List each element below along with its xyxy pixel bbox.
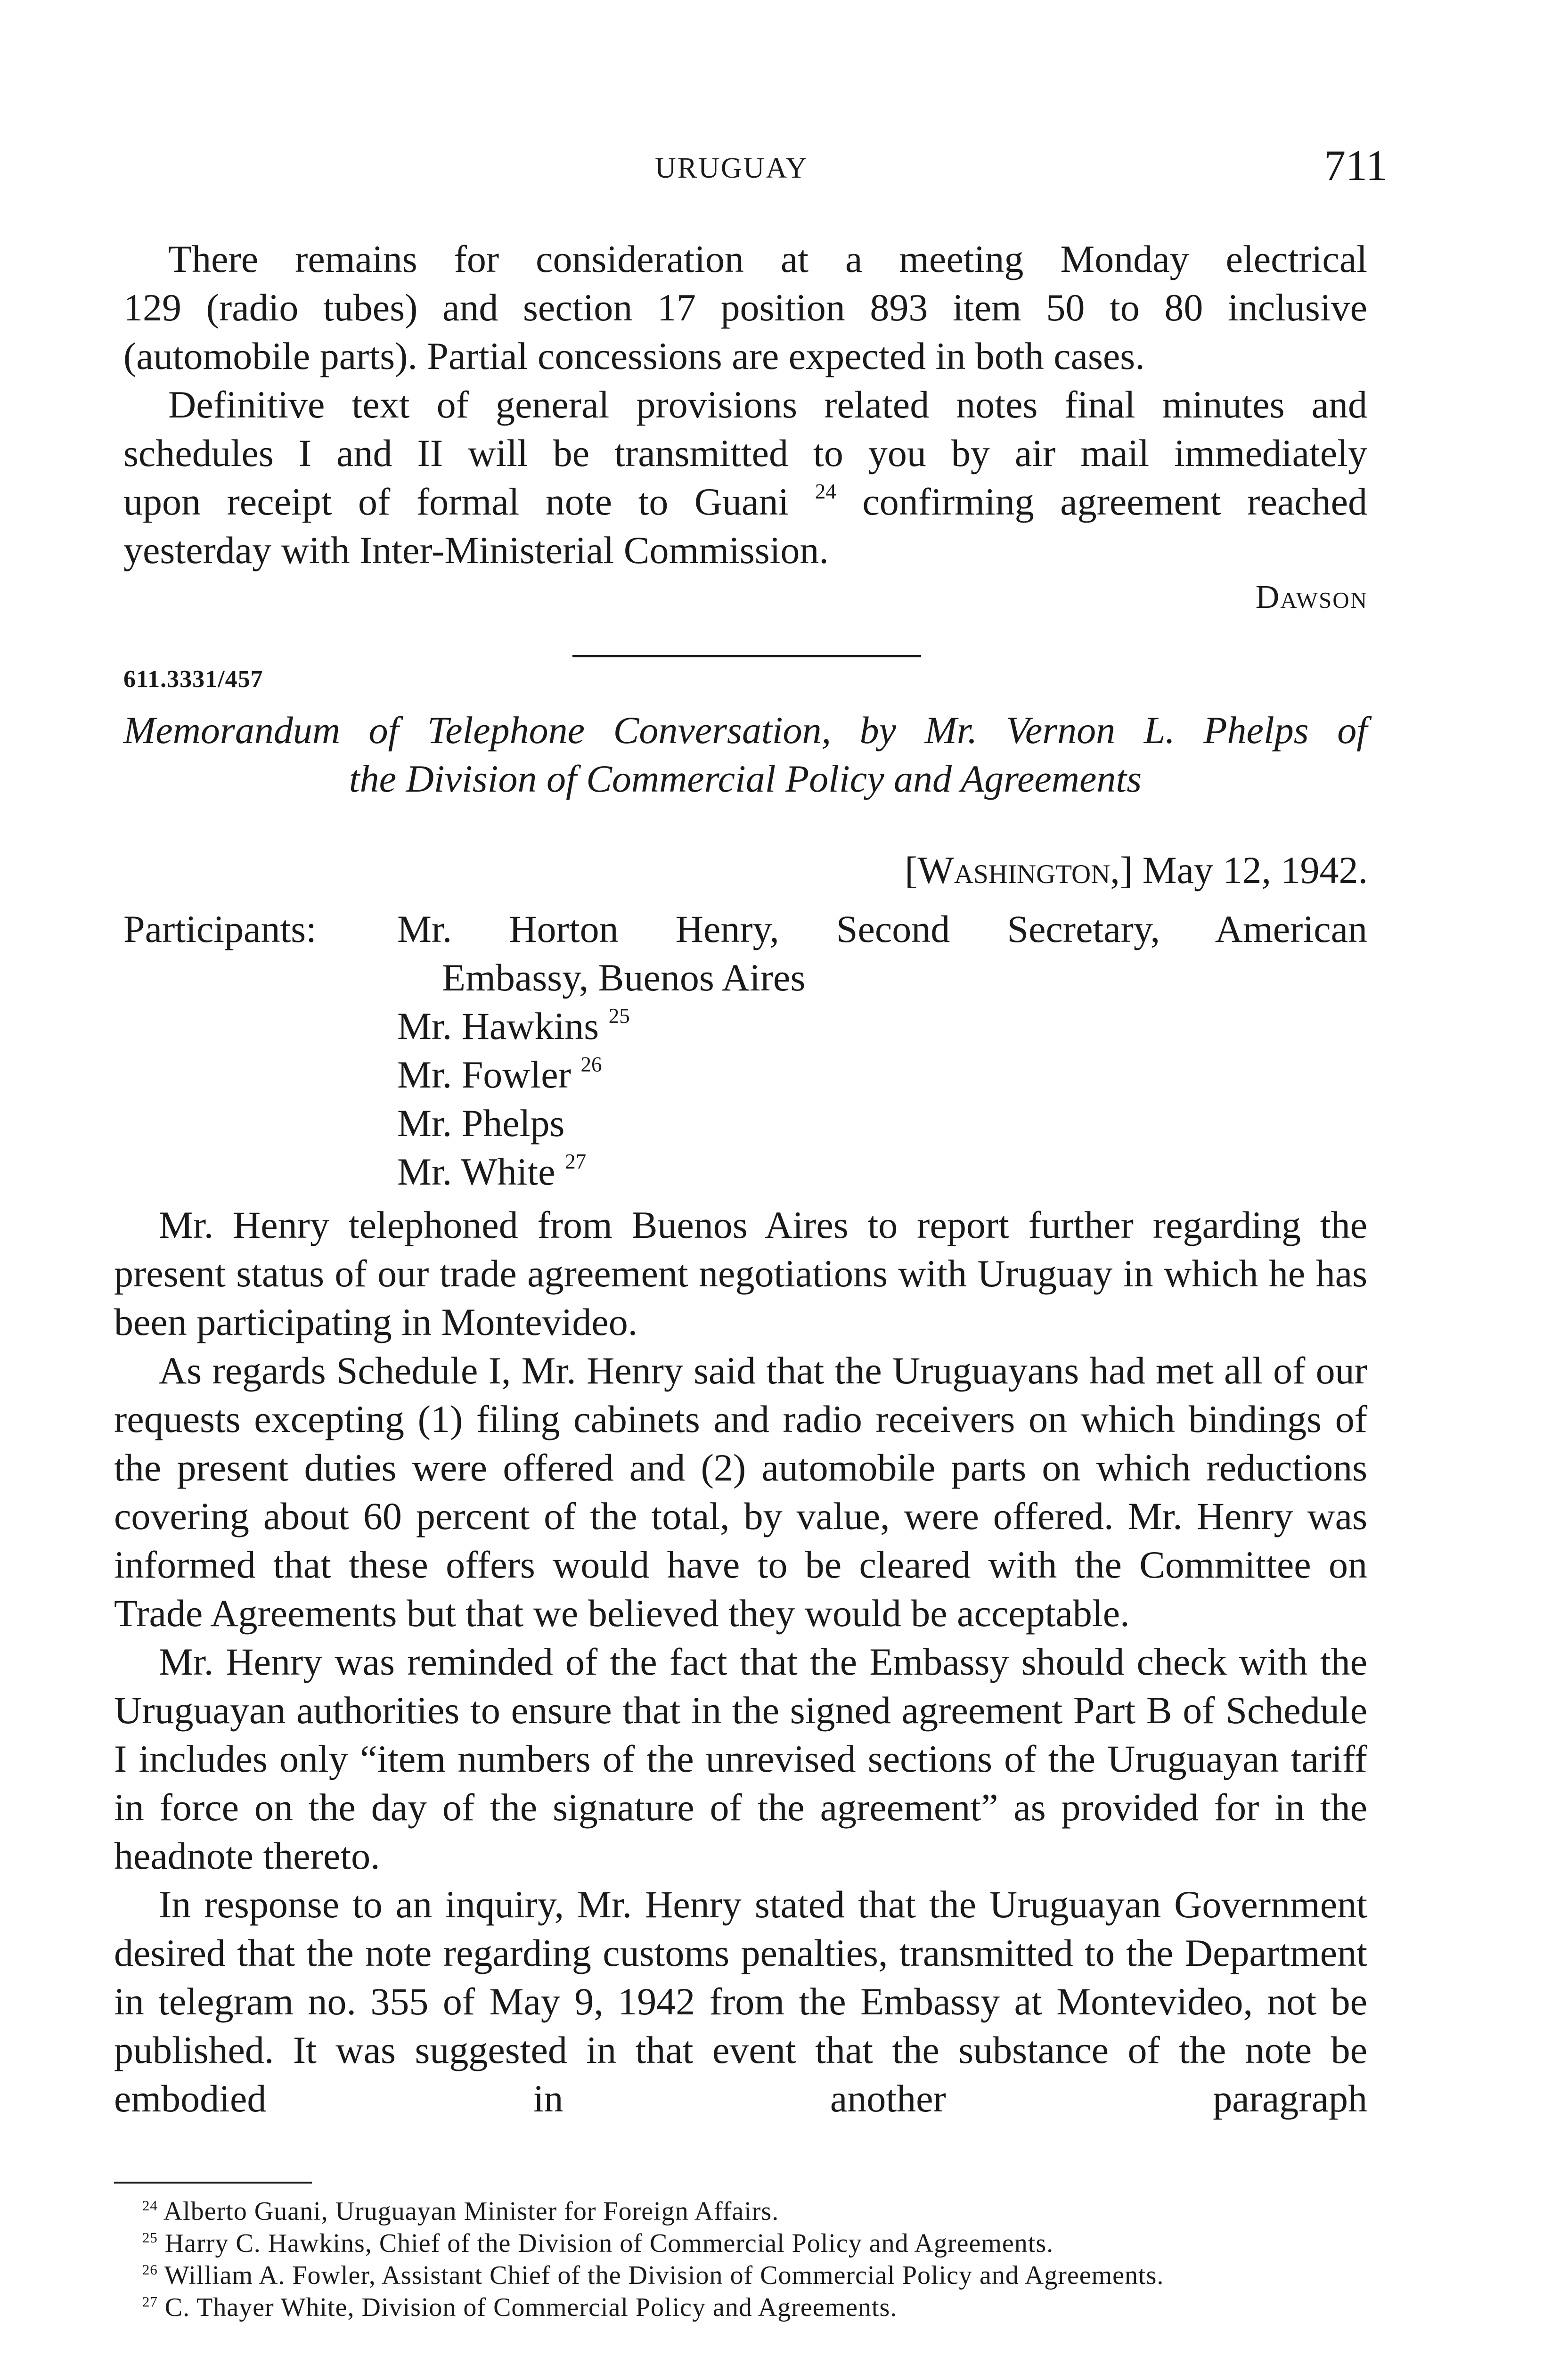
participant-hawkins: Mr. Hawkins $^{25}$ bbox=[397, 1004, 630, 1047]
participant-henry-cont: Embassy, Buenos Aires bbox=[442, 956, 806, 999]
title-line: the Division of Commercial Policy and Agreements bbox=[349, 757, 1142, 800]
telegram-line: (automobile parts). Partial concessions are expected in both cases. bbox=[123, 335, 1145, 377]
telegram-line: There remains for consideration at a meeting Monday electrical bbox=[168, 237, 1367, 280]
telegram-line: Definitive text of general provisions related notes final minutes and bbox=[168, 383, 1367, 426]
memorandum-body bbox=[114, 1201, 1367, 2123]
participant-phelps: Mr. Phelps bbox=[397, 1102, 565, 1145]
document-title bbox=[123, 706, 1367, 803]
footnote-ref: 24 bbox=[815, 480, 836, 504]
dateline-place: Washington, bbox=[917, 849, 1120, 892]
footnote: $^{27}$ C. Thayer White, Division of Commercial Policy and Agreements. bbox=[142, 2293, 898, 2322]
participant-fowler: Mr. Fowler $^{26}$ bbox=[397, 1053, 602, 1096]
page-number: 711 bbox=[1324, 141, 1388, 189]
title-line: Memorandum of Telephone Conversation, by Mr. Vernon L. Phelps of bbox=[123, 709, 1367, 752]
preceding-telegram bbox=[123, 235, 1367, 574]
footnote: $^{25}$ Harry C. Hawkins, Chief of the Division of Commercial Policy and Agreements. bbox=[142, 2229, 1054, 2258]
footnote-ref: 25 bbox=[608, 1004, 630, 1028]
participants-label: Participants: bbox=[123, 908, 317, 950]
telegram-text: confirming agreement reached bbox=[862, 480, 1368, 523]
telegram-line-with-ref bbox=[123, 477, 1367, 526]
dateline-date: May 12, 1942. bbox=[1142, 849, 1368, 892]
file-number: 611.3331/457 bbox=[123, 666, 263, 693]
participants-list bbox=[397, 905, 1367, 1196]
separator-rule bbox=[572, 655, 921, 657]
telegram-line: 129 (radio tubes) and section 17 position 893 item 50 to 80 inclusive bbox=[123, 286, 1367, 329]
footnote-ref: 26 bbox=[580, 1053, 602, 1077]
paragraph: As regards Schedule I, Mr. Henry said that the Uruguayans had met all of our requests excepting (1) filing cabinets and radio receivers on which bindings of the present duties were offered and (2) automobile parts on which reductions covering about 60 percent of the total, by value, were offered. Mr. Henry was informed that these offers would have to be cleared with the Committee on Trade Agreements but that we believed they would be acceptable. bbox=[114, 1349, 1367, 1635]
footnotes bbox=[114, 2197, 1367, 2322]
footnote: $^{26}$ William A. Fowler, Assistant Chief of the Division of Commercial Policy and Agreements. bbox=[142, 2261, 1164, 2290]
paragraph: In response to an inquiry, Mr. Henry stated that the Uruguayan Government desired that the note regarding customs penalties, transmitted to the Department in telegram no. 355 of May 9, 1942 from the Embassy at Montevideo, not be published. It was suggested in that event that the substance of the note be embodied in another paragraph bbox=[114, 1883, 1367, 2120]
signature: Dawson bbox=[1255, 579, 1368, 615]
participant-white: Mr. White $^{27}$ bbox=[397, 1150, 587, 1193]
paragraph: Mr. Henry was reminded of the fact that the Embassy should check with the Uruguayan authorities to ensure that in the signed agreement Part B of Schedule I includes only “item numbers of the unrevised sections of the Uruguayan tariff in force on the day of the signature of the agreement” as provided for in the headnote thereto. bbox=[114, 1640, 1367, 1877]
telegram-line: schedules I and II will be transmitted to you by air mail immediately bbox=[123, 432, 1367, 474]
dateline: [Washington,] May 12, 1942. bbox=[905, 849, 1368, 892]
telegram-text: upon receipt of formal note to Guani bbox=[123, 480, 789, 523]
telegram-line: yesterday with Inter-Ministerial Commission. bbox=[123, 529, 829, 572]
footnote-rule bbox=[114, 2182, 312, 2184]
paragraph: Mr. Henry telephoned from Buenos Aires to report further regarding the present status of our trade agreement negotiations with Uruguay in which he has been participating in Montevideo. bbox=[114, 1203, 1367, 1343]
running-title: URUGUAY bbox=[655, 152, 808, 184]
participant-henry: Mr. Horton Henry, Second Secretary, American bbox=[397, 908, 1367, 950]
footnote-ref: 27 bbox=[565, 1150, 587, 1174]
footnote: $^{24}$ Alberto Guani, Uruguayan Minister for Foreign Affairs. bbox=[142, 2197, 779, 2226]
